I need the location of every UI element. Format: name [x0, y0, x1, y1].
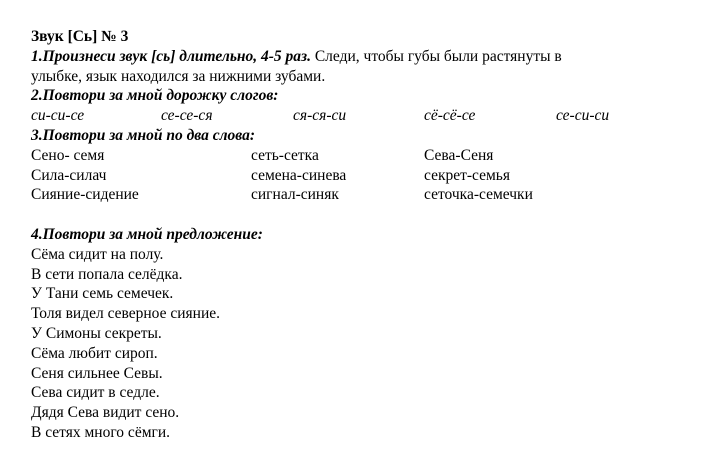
sentence: Сева сидит в седле.: [31, 384, 160, 402]
word-pair-row: [31, 185, 691, 205]
sentence: Сёма любит сироп.: [31, 344, 158, 362]
sentence: В сети попала селёдка.: [31, 265, 183, 283]
word-pair-row: [31, 166, 691, 186]
syllable-item: си-си-се: [31, 107, 85, 125]
task1-heading: 1.Произнеси звук [сь] длительно, 4-5 раз.: [31, 47, 311, 65]
sentence: У Тани семь семечек.: [31, 285, 174, 303]
blank-line: [31, 205, 691, 225]
word-pair: семена-синева: [251, 166, 347, 184]
syllable-row: [31, 106, 691, 126]
syllable-item: се-си-си: [556, 107, 610, 125]
word-pair: сигнал-синяк: [251, 186, 339, 204]
task4-heading: 4.Повтори за мной предложение:: [31, 225, 263, 243]
task3-heading: 3.Повтори за мной по два слова:: [31, 126, 256, 144]
sentence: Сёма сидит на полу.: [31, 245, 164, 263]
word-pair: секрет-семья: [424, 166, 510, 184]
syllable-item: се-се-ся: [161, 107, 213, 125]
task2-heading: 2.Повтори за мной дорожку слогов:: [31, 87, 279, 105]
worksheet-title: Звук [Сь] № 3: [31, 28, 129, 45]
task1-line2: улыбке, язык находился за нижними зубами.: [31, 67, 326, 85]
sentence: Сеня сильнее Севы.: [31, 364, 163, 382]
worksheet: [31, 27, 691, 443]
word-pair-row: [31, 146, 691, 166]
sentence: В сетях много сёмги.: [31, 423, 171, 441]
task1-instruction: Следи, чтобы губы были растянуты в: [310, 47, 562, 65]
task1-line1: [31, 47, 691, 67]
sentence: Дядя Сева видит сено.: [31, 404, 180, 422]
sentence: У Симоны секреты.: [31, 324, 162, 342]
syllable-item: ся-ся-си: [293, 107, 347, 125]
syllable-item: сё-сё-се: [424, 107, 476, 125]
word-pair: Сияние-сидение: [31, 186, 139, 204]
word-pair: Сено- семя: [31, 146, 105, 164]
word-pair: сеть-сетка: [251, 146, 319, 164]
word-pair: Сила-силач: [31, 166, 107, 184]
word-pair: сеточка-семечки: [424, 186, 533, 204]
word-pair: Сева-Сеня: [424, 146, 494, 164]
sentence: Толя видел северное сияние.: [31, 305, 221, 323]
